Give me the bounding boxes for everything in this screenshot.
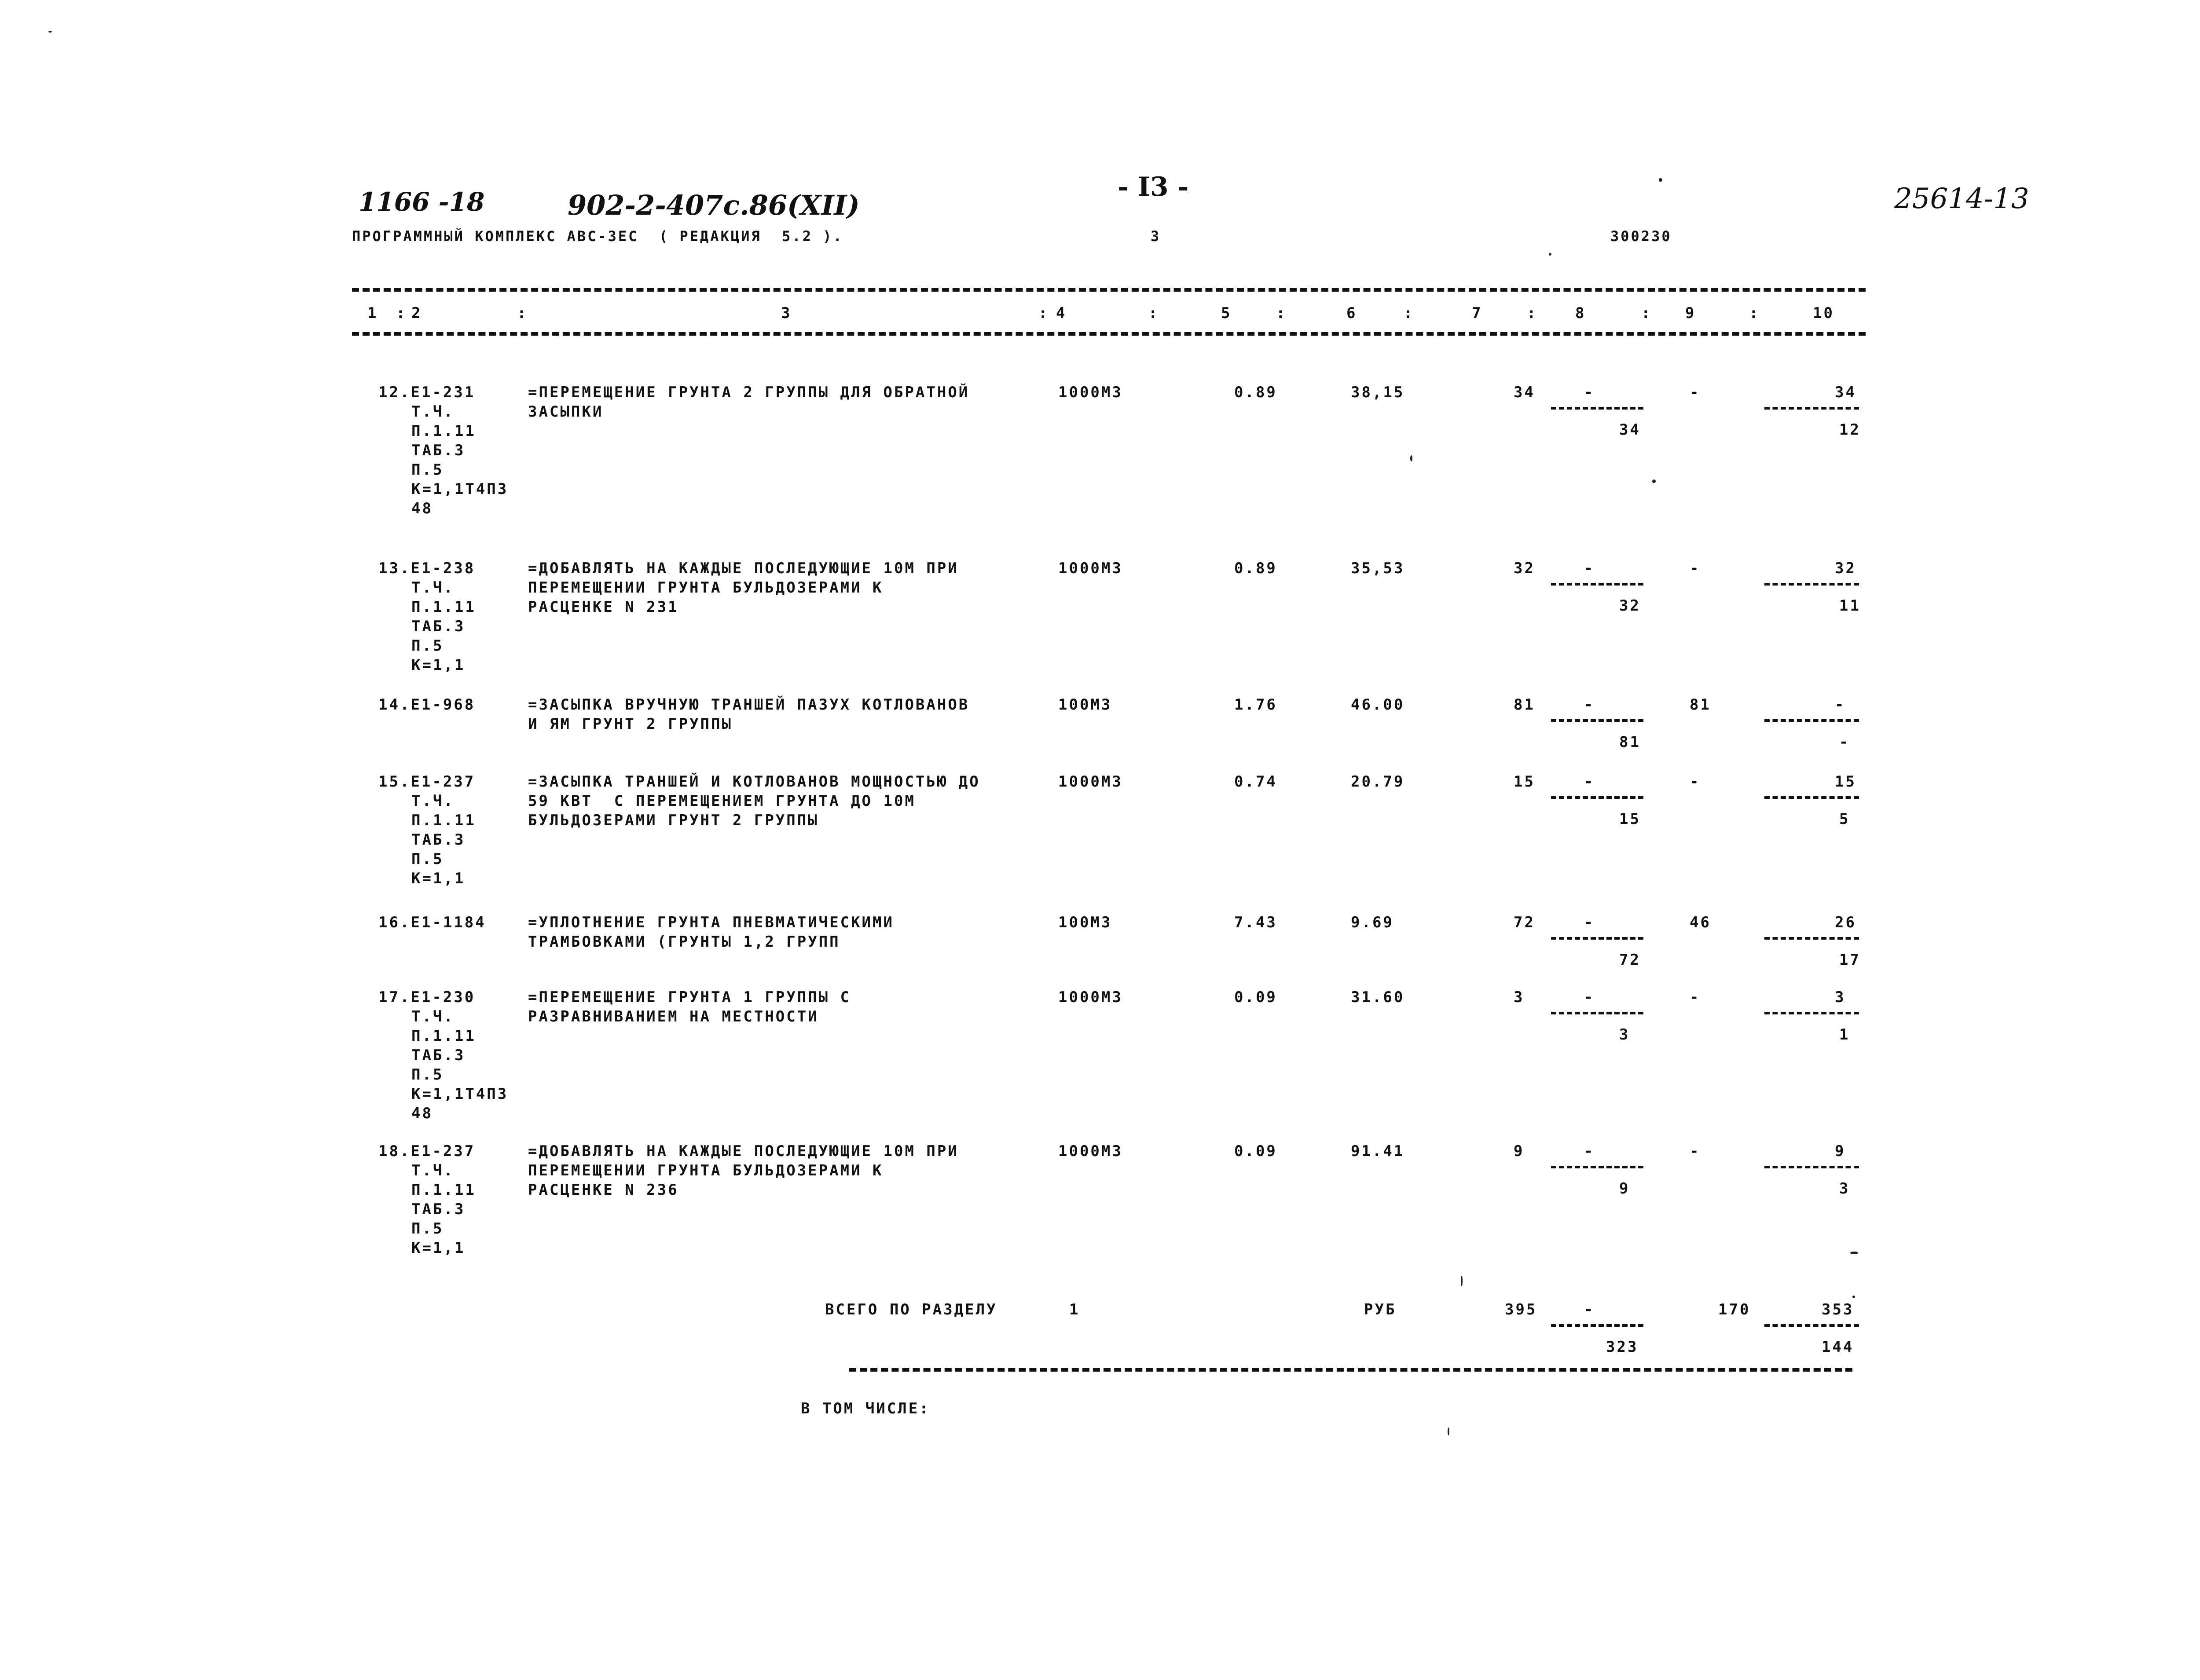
program-column-marker: 3 [1151,228,1161,245]
program-line: ПРОГРАММНЫЙ КОМПЛЕКС АВС-3ЕС ( РЕДАКЦИЯ 5.2 ). [352,228,843,245]
row-description-line: =ПЕРЕМЕЩЕНИЕ ГРУНТА 1 ГРУППЫ С [528,988,851,1006]
row-col8-top: - [1584,1142,1595,1160]
row-unit: 1000М3 [1058,384,1123,401]
row-col10-bottom: 1 [1839,1026,1850,1043]
footer-text: В ТОМ ЧИСЛЕ: [801,1400,930,1417]
handwritten-document-number: 25614-13 [1894,183,2029,215]
row-col9: - [1690,988,1701,1006]
row-description-line: =ЗАСЫПКА ТРАНШЕЙ И КОТЛОВАНОВ МОЩНОСТЬЮ ДО [528,773,980,791]
row-code: 13.Е1-238 [378,560,476,577]
total-col8-fraction-line [1551,1324,1643,1327]
row-reference: 48 [411,500,433,517]
row-reference: К=1,1 [411,870,466,887]
row-code: 12.Е1-231 [378,384,476,401]
row-col8-fraction-line [1551,1012,1643,1014]
row-code: 15.Е1-237 [378,773,476,791]
row-col10-fraction-line [1764,583,1859,586]
handwritten-sheet-number: 1166 -18 [359,187,485,217]
row-col10-fraction-line [1764,937,1859,940]
row-reference: П.5 [411,637,444,655]
total-col10-fraction-line [1764,1324,1859,1327]
row-code: 14.Е1-968 [378,696,476,714]
row-reference: ТАБ.3 [411,618,466,635]
row-description-line: И ЯМ ГРУНТ 2 ГРУППЫ [528,715,733,733]
row-col8-bottom: 15 [1619,810,1641,828]
column-header-1: 1 [367,304,378,322]
row-unit-price: 31.60 [1351,988,1405,1006]
row-reference: ТАБ.3 [411,831,466,849]
row-col8-fraction-line [1551,583,1643,586]
row-col9: - [1690,384,1701,401]
row-code: 17.Е1-230 [378,988,476,1006]
row-col10-bottom: 3 [1839,1180,1850,1197]
row-reference: Т.Ч. [411,579,455,597]
row-col10-bottom: 5 [1839,810,1850,828]
row-col8-fraction-line [1551,937,1643,940]
row-unit-price: 35,53 [1351,560,1405,577]
scan-speck [1410,455,1412,461]
row-reference: Т.Ч. [411,792,455,810]
row-reference: К=1,1Т4ПЗ [411,1085,509,1103]
row-col7: 32 [1514,560,1535,577]
row-col8-top: - [1584,560,1595,577]
column-separator: : [396,304,407,322]
row-unit-price: 46.00 [1351,696,1405,714]
header-bottom-rule [352,332,1866,336]
scan-speck [1652,479,1656,483]
column-header-10: 10 [1813,304,1834,322]
row-col10-top: 15 [1835,773,1856,791]
row-description-line: РАСЦЕНКЕ N 231 [528,598,679,616]
row-description-line: ПЕРЕМЕЩЕНИИ ГРУНТА БУЛЬДОЗЕРАМИ К [528,579,884,597]
row-col8-bottom: 32 [1619,597,1641,615]
row-reference: К=1,1 [411,1239,466,1257]
row-col10-top: 9 [1835,1142,1846,1160]
row-reference: Т.Ч. [411,403,455,421]
row-col7: 34 [1514,384,1535,401]
row-col10-bottom: - [1839,733,1850,751]
row-reference: П.1.11 [411,1181,476,1199]
row-col10-top: 34 [1835,384,1856,401]
row-col8-top: - [1584,988,1595,1006]
total-label: ВСЕГО ПО РАЗДЕЛУ [825,1301,997,1318]
row-unit: 1000М3 [1058,988,1123,1006]
row-quantity: 0.09 [1234,988,1277,1006]
handwritten-project-code: 902-2-407c.86(XII) [568,189,860,221]
row-description-line: БУЛЬДОЗЕРАМИ ГРУНТ 2 ГРУППЫ [528,812,819,829]
column-header-8: 8 [1575,304,1586,322]
row-col8-fraction-line [1551,719,1643,722]
total-col10-top: 353 [1822,1301,1854,1318]
row-col7: 3 [1514,988,1525,1006]
row-col8-top: - [1584,914,1595,931]
row-col10-top: 32 [1835,560,1856,577]
row-quantity: 0.09 [1234,1142,1277,1160]
row-col8-top: - [1584,696,1595,714]
scan-speck [1448,1427,1449,1435]
row-description-line: ТРАМБОВКАМИ (ГРУНТЫ 1,2 ГРУПП [528,933,840,951]
row-col8-bottom: 3 [1619,1026,1630,1043]
row-col10-fraction-line [1764,1166,1859,1168]
column-separator: : [1276,304,1287,322]
row-reference: ТАБ.3 [411,1201,466,1218]
row-col10-bottom: 12 [1839,421,1861,439]
row-col7: 81 [1514,696,1535,714]
row-reference: ТАБ.3 [411,442,466,459]
row-col8-fraction-line [1551,1166,1643,1168]
row-col10-bottom: 11 [1839,597,1861,615]
row-col9: - [1690,773,1701,791]
row-description-line: РАЗРАВНИВАНИЕМ НА МЕСТНОСТИ [528,1008,819,1025]
row-description-line: =ДОБАВЛЯТЬ НА КАЖДЫЕ ПОСЛЕДУЮЩИЕ 10М ПРИ [528,1142,959,1160]
column-header-7: 7 [1472,304,1483,322]
row-col10-top: - [1835,696,1846,714]
row-col9: 46 [1690,914,1711,931]
row-col9: 81 [1690,696,1711,714]
row-description-line: =ПЕРЕМЕЩЕНИЕ ГРУНТА 2 ГРУППЫ ДЛЯ ОБРАТНОЙ [528,384,970,401]
column-separator: : [1148,304,1159,322]
row-col7: 72 [1514,914,1535,931]
row-reference: П.5 [411,1066,444,1083]
row-quantity: 0.74 [1234,773,1277,791]
row-col8-top: - [1584,773,1595,791]
row-reference: П.1.11 [411,422,476,440]
row-unit: 1000М3 [1058,560,1123,577]
row-col10-fraction-line [1764,1012,1859,1014]
scan-speck [1850,1252,1858,1254]
row-description-line: ПЕРЕМЕЩЕНИИ ГРУНТА БУЛЬДОЗЕРАМИ К [528,1162,884,1179]
row-col10-top: 3 [1835,988,1846,1006]
row-code: 18.Е1-237 [378,1142,476,1160]
row-unit: 100М3 [1058,696,1112,714]
total-col8-bottom: 323 [1606,1338,1639,1356]
column-separator: : [1749,304,1760,322]
row-description-line: =ЗАСЫПКА ВРУЧНУЮ ТРАНШЕЙ ПАЗУХ КОТЛОВАНОВ [528,696,970,714]
total-bottom-rule [849,1368,1852,1372]
row-quantity: 0.89 [1234,560,1277,577]
row-unit-price: 91.41 [1351,1142,1405,1160]
row-col7: 15 [1514,773,1535,791]
total-col8-top: - [1584,1301,1595,1318]
row-unit: 100М3 [1058,914,1112,931]
row-unit-price: 38,15 [1351,384,1405,401]
column-header-2: 2 [411,304,422,322]
row-reference: Т.Ч. [411,1008,455,1025]
row-reference: П.5 [411,850,444,868]
row-col10-top: 26 [1835,914,1856,931]
row-unit-price: 20.79 [1351,773,1405,791]
total-col10-bottom: 144 [1822,1338,1854,1356]
total-section-number: 1 [1069,1301,1080,1318]
row-quantity: 7.43 [1234,914,1277,931]
total-unit: РУБ [1364,1301,1397,1318]
row-col9: - [1690,1142,1701,1160]
row-description-line: РАСЦЕНКЕ N 236 [528,1181,679,1199]
row-col8-bottom: 81 [1619,733,1641,751]
page-number: - I3 - [1118,172,1189,202]
row-reference: Т.Ч. [411,1162,455,1179]
row-description-line: =УПЛОТНЕНИЕ ГРУНТА ПНЕВМАТИЧЕСКИМИ [528,914,894,931]
row-col8-fraction-line [1551,796,1643,799]
row-reference: П.1.11 [411,812,476,829]
row-code: 16.Е1-1184 [378,914,486,931]
column-header-4: 4 [1056,304,1067,322]
scan-speck [1852,1296,1855,1298]
row-unit-price: 9.69 [1351,914,1394,931]
row-quantity: 1.76 [1234,696,1277,714]
row-col10-fraction-line [1764,719,1859,722]
column-header-9: 9 [1685,304,1696,322]
row-col8-bottom: 72 [1619,951,1641,969]
row-description-line: 59 КВТ С ПЕРЕМЕЩЕНИЕМ ГРУНТА ДО 10М [528,792,916,810]
column-separator: : [1527,304,1538,322]
row-reference: 48 [411,1105,433,1122]
row-unit: 1000М3 [1058,1142,1123,1160]
total-col7: 395 [1505,1301,1537,1318]
column-separator: : [1404,304,1415,322]
row-reference: П.5 [411,1220,444,1237]
row-col10-fraction-line [1764,796,1859,799]
row-reference: ТАБ.3 [411,1047,466,1064]
row-quantity: 0.89 [1234,384,1277,401]
row-col8-top: - [1584,384,1595,401]
row-col7: 9 [1514,1142,1525,1160]
document-code: 300230 [1610,228,1672,245]
column-separator: : [1641,304,1652,322]
row-description-line: ЗАСЫПКИ [528,403,604,421]
row-col8-fraction-line [1551,407,1643,410]
scan-speck [1461,1276,1463,1286]
row-col10-bottom: 17 [1839,951,1861,969]
row-reference: К=1,1Т4ПЗ [411,480,509,498]
scan-speck [1659,178,1662,182]
scan-speck [48,31,52,33]
total-col9: 170 [1718,1301,1751,1318]
column-separator: : [1038,304,1049,322]
row-col8-bottom: 9 [1619,1180,1630,1197]
row-reference: П.5 [411,461,444,479]
row-col10-fraction-line [1764,407,1859,410]
row-col8-bottom: 34 [1619,421,1641,439]
row-reference: К=1,1 [411,656,466,674]
column-separator: : [517,304,528,322]
row-reference: П.1.11 [411,1027,476,1045]
row-description-line: =ДОБАВЛЯТЬ НА КАЖДЫЕ ПОСЛЕДУЮЩИЕ 10М ПРИ [528,560,959,577]
row-unit: 1000М3 [1058,773,1123,791]
scan-speck [1549,253,1551,256]
row-col9: - [1690,560,1701,577]
column-header-3: 3 [781,304,792,322]
row-reference: П.1.11 [411,598,476,616]
column-header-5: 5 [1221,304,1232,322]
header-top-rule [352,288,1866,292]
column-header-6: 6 [1346,304,1357,322]
